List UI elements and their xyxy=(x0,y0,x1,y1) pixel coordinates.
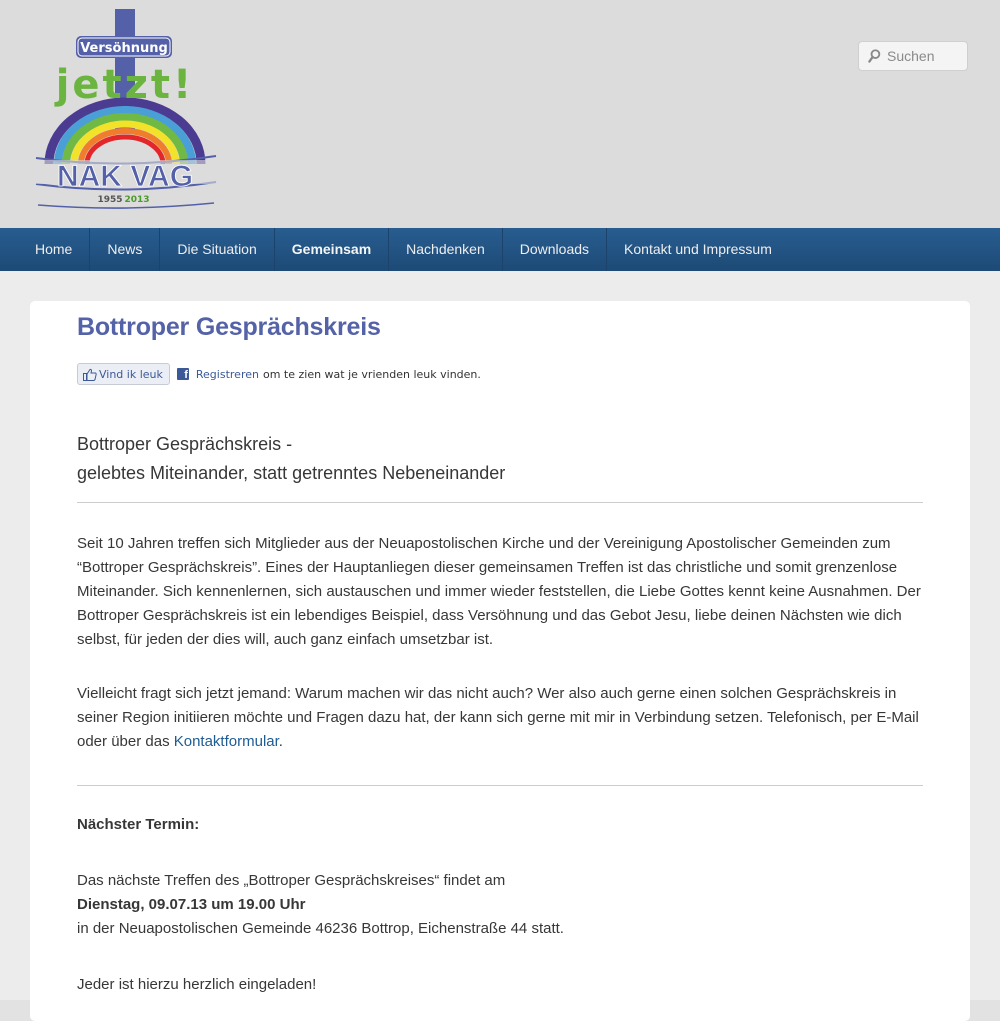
svg-text:2013: 2013 xyxy=(124,195,150,205)
search-icon xyxy=(868,48,881,64)
paragraph-intro: Seit 10 Jahren treffen sich Mitglieder aus der Neuapostolischen Kirche und der Vereinigung Apostolischer Gemeinden zum “Bottroper Gesprächskreis”. Eines der Hauptanliegen dieser gemeinsamen Treffen ist das christliche und somit grenzenlose Miteinander. Sich kennenlernen, sich austauschen und immer wieder feststellen, die Liebe Gottes kennt keine Ausnahmen. Der Bottroper Gesprächskreis ist ein lebendiges Beispiel, dass Versöhnung und das Gebot Jesu, liebe deinen Nächsten wie dich selbst, für jeden der dies will, auch ganz einfach umsetzbar ist. xyxy=(77,535,921,648)
article-subtitle xyxy=(77,430,923,488)
next-appointment-location: in der Neuapostolischen Gemeinde 46236 Bottrop, Eichenstraße 44 statt. xyxy=(77,920,564,937)
nav-item-kontakt-impressum[interactable]: Kontakt und Impressum xyxy=(624,241,772,257)
contact-form-link[interactable]: Kontaktformular xyxy=(173,733,279,750)
subtitle-line-1: Bottroper Gesprächskreis - xyxy=(77,434,293,454)
svg-text:jetzt!: jetzt! xyxy=(55,62,195,108)
nav-item-die-situation[interactable]: Die Situation xyxy=(160,228,274,271)
next-appointment-details xyxy=(77,869,923,941)
next-appointment-date: Dienstag, 09.07.13 um 19.00 Uhr xyxy=(77,896,306,913)
site-header xyxy=(0,0,1000,228)
next-appointment-intro: Das nächste Treffen des „Bottroper Gesprächskreises“ findet am xyxy=(77,872,506,889)
paragraph-contact-text: Vielleicht fragt sich jetzt jemand: Warum machen wir das nicht auch? Wer also auch gerne einen solchen Gesprächskreis in seiner Region initiieren möchte und Fragen dazu hat, der kann sich gerne mit mir in Verbindung setzen. Telefonisch, per E-Mail oder über das xyxy=(77,685,919,750)
nav-item-nachdenken[interactable]: Nachdenken xyxy=(389,228,503,271)
thumbs-up-icon xyxy=(83,368,97,381)
page-title: Bottroper Gesprächskreis xyxy=(77,313,381,341)
facebook-icon: f xyxy=(177,368,189,380)
svg-text:1955: 1955 xyxy=(97,195,123,205)
svg-text:Versöhnung: Versöhnung xyxy=(80,41,168,56)
article-container xyxy=(30,301,970,1021)
nav-item-home[interactable]: Home xyxy=(18,228,90,271)
nav-item-news[interactable]: News xyxy=(90,228,160,271)
like-label: Vind ik leuk xyxy=(99,367,163,381)
paragraph-contact xyxy=(77,682,923,754)
logo-graphic xyxy=(34,6,224,216)
nav-item-gemeinsam[interactable]: Gemeinsam xyxy=(275,228,389,271)
nav-item-downloads[interactable]: Downloads xyxy=(503,228,607,271)
invitation-text: Jeder ist hierzu herzlich eingeladen! xyxy=(77,976,317,993)
search-input[interactable] xyxy=(887,48,967,64)
search-box[interactable] xyxy=(858,41,968,71)
site-logo[interactable] xyxy=(34,6,224,216)
facebook-like-button[interactable] xyxy=(77,363,170,385)
subtitle-line-2: gelebtes Miteinander, statt getrenntes Nebeneinander xyxy=(77,463,506,483)
main-navigation xyxy=(0,228,1000,271)
paragraph-contact-end: . xyxy=(278,733,283,750)
facebook-register-text: om te zien wat je vrienden leuk vinden. xyxy=(262,367,481,381)
divider xyxy=(77,502,923,503)
facebook-register-link[interactable]: Registreren xyxy=(195,367,259,381)
divider xyxy=(77,785,923,786)
facebook-like-widget xyxy=(77,362,923,386)
svg-text:NAK VAG: NAK VAG xyxy=(56,160,194,193)
next-appointment-heading: Nächster Termin: xyxy=(77,816,200,833)
